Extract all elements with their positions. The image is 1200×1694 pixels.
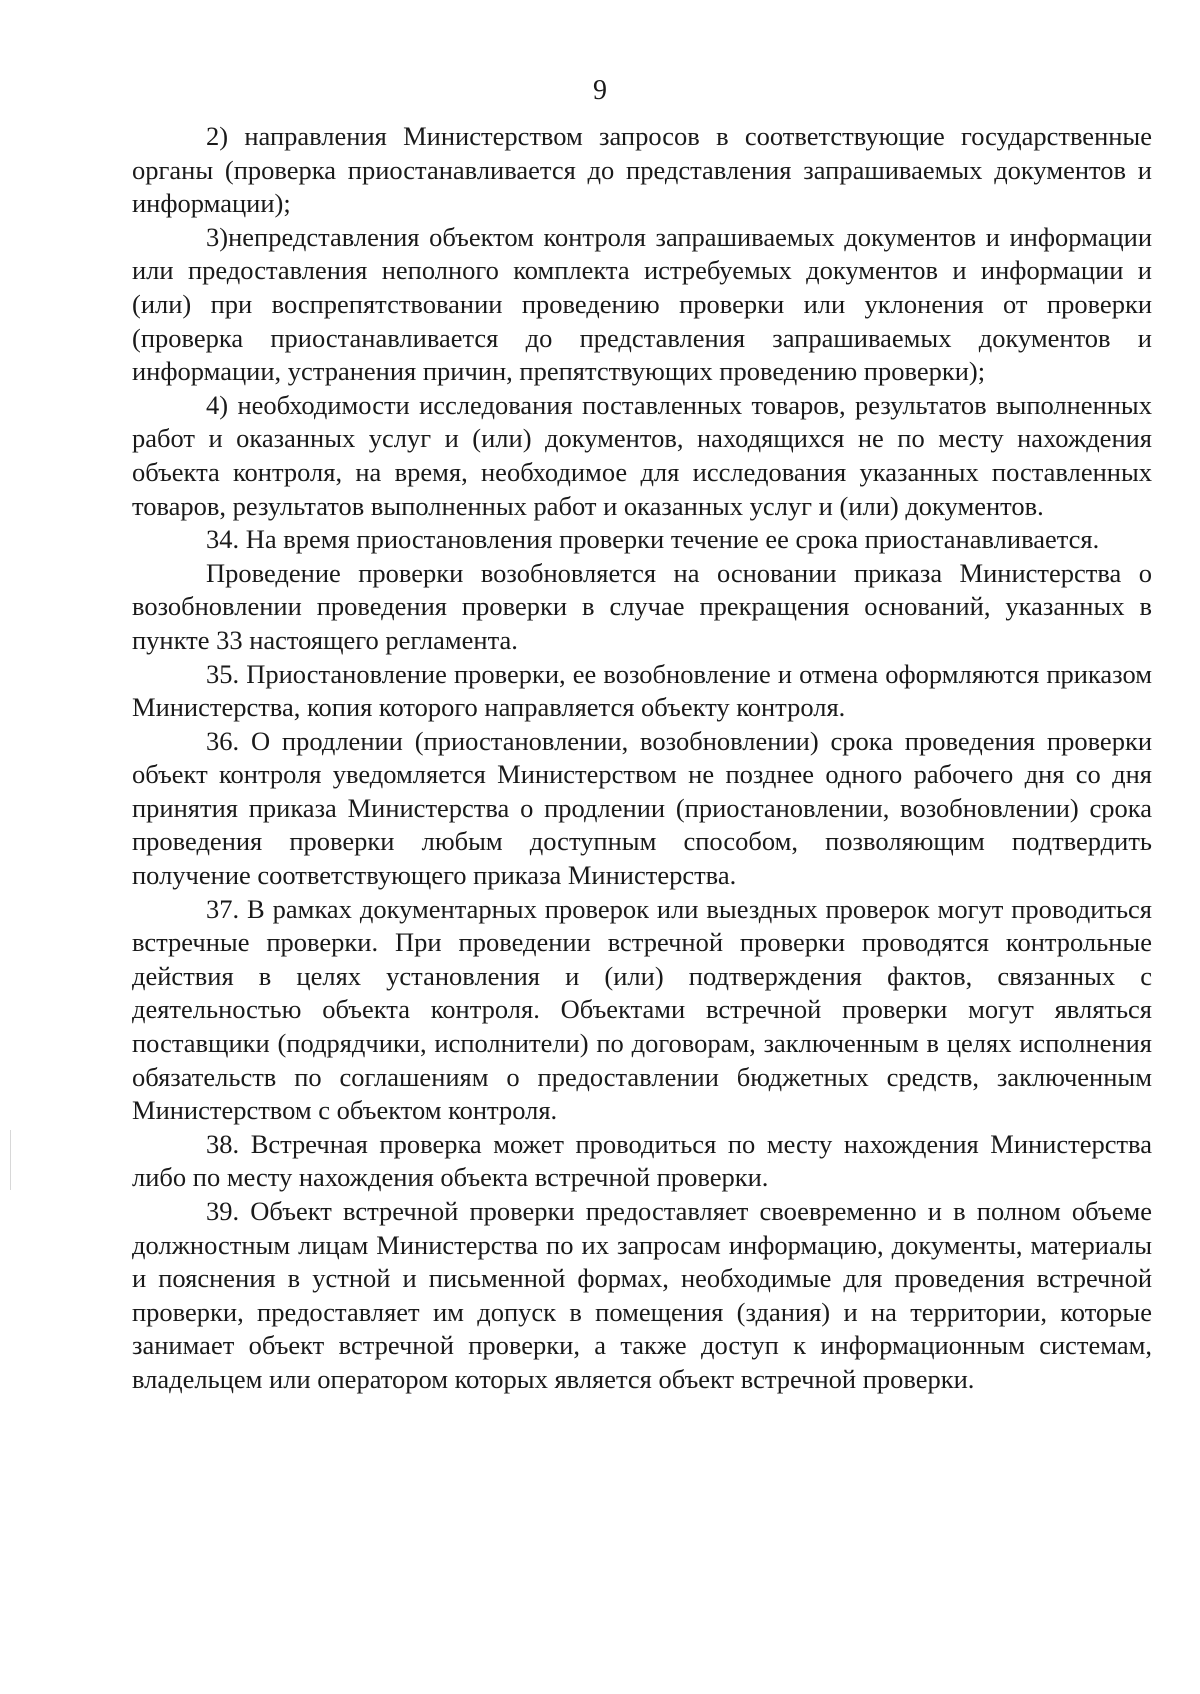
paragraph-item-3: 3)непредставления объектом контроля запрашиваемых документов и информации или предоставления неполного комплекта истребуемых документов и информации и (или) при воспрепятствовании проведению проверки или уклонения от проверки (проверка приостанавливается до представления запрашиваемых документов и информации, устранения причин, препятствующих проведению проверки);: [132, 221, 1152, 387]
paragraph-clause-39: 39. Объект встречной проверки предоставляет своевременно и в полном объеме должностным лицам Министерства по их запросам информацию, документы, материалы и пояснения в устной и письменной формах, необходимые для проведения встречной проверки, предоставляет им допуск в помещения (здания) и на территории, которые занимает объект встречной проверки, а также доступ к информационным системам, владельцем или оператором которых является объект встречной проверки.: [132, 1196, 1152, 1394]
page-number: 9: [593, 75, 607, 106]
paragraph-resumption: Проведение проверки возобновляется на основании приказа Министерства о возобновлении проведения проверки в случае прекращения оснований, указанных в пункте 33 настоящего регламента.: [132, 557, 1152, 655]
paragraph-clause-36: 36. О продлении (приостановлении, возобновлении) срока проведения проверки объект контроля уведомляется Министерством не позднее одного рабочего дня со дня принятия приказа Министерства о продлении (приостановлении, возобновлении) срока проведения проверки любым доступным способом, позволяющим подтвердить получение соответствующего приказа Министерства.: [132, 725, 1152, 891]
paragraph-clause-35: 35. Приостановление проверки, ее возобновление и отмена оформляются приказом Министерства, копия которого направляется объекту контроля.: [132, 658, 1152, 723]
paragraph-clause-38: 38. Встречная проверка может проводиться по месту нахождения Министерства либо по месту нахождения объекта встречной проверки.: [132, 1128, 1152, 1193]
paragraph-clause-34: 34. На время приостановления проверки течение ее срока приостанавливается.: [206, 524, 1100, 555]
paragraph-item-4: 4) необходимости исследования поставленных товаров, результатов выполненных работ и оказанных услуг и (или) документов, находящихся не по месту нахождения объекта контроля, на время, необходимое для исследования указанных поставленных товаров, результатов выполненных работ и оказанных услуг и (или) документов.: [132, 389, 1152, 521]
paragraph-item-2: 2) направления Министерством запросов в соответствующие государственные органы (проверка приостанавливается до представления запрашиваемых документов и информации);: [132, 121, 1152, 219]
scan-margin-mark: [10, 1130, 11, 1190]
paragraph-clause-37: 37. В рамках документарных проверок или выездных проверок могут проводиться встречные проверки. При проведении встречной проверки проводятся контрольные действия в целях установления и (или) подтверждения фактов, связанных с деятельностью объекта контроля. Объектами встречной проверки могут являться поставщики (подрядчики, исполнители) по договорам, заключенным в целях исполнения обязательств по соглашениям о предоставлении бюджетных средств, заключенным Министерством с объектом контроля.: [132, 893, 1152, 1126]
document-body: [132, 120, 1152, 1397]
